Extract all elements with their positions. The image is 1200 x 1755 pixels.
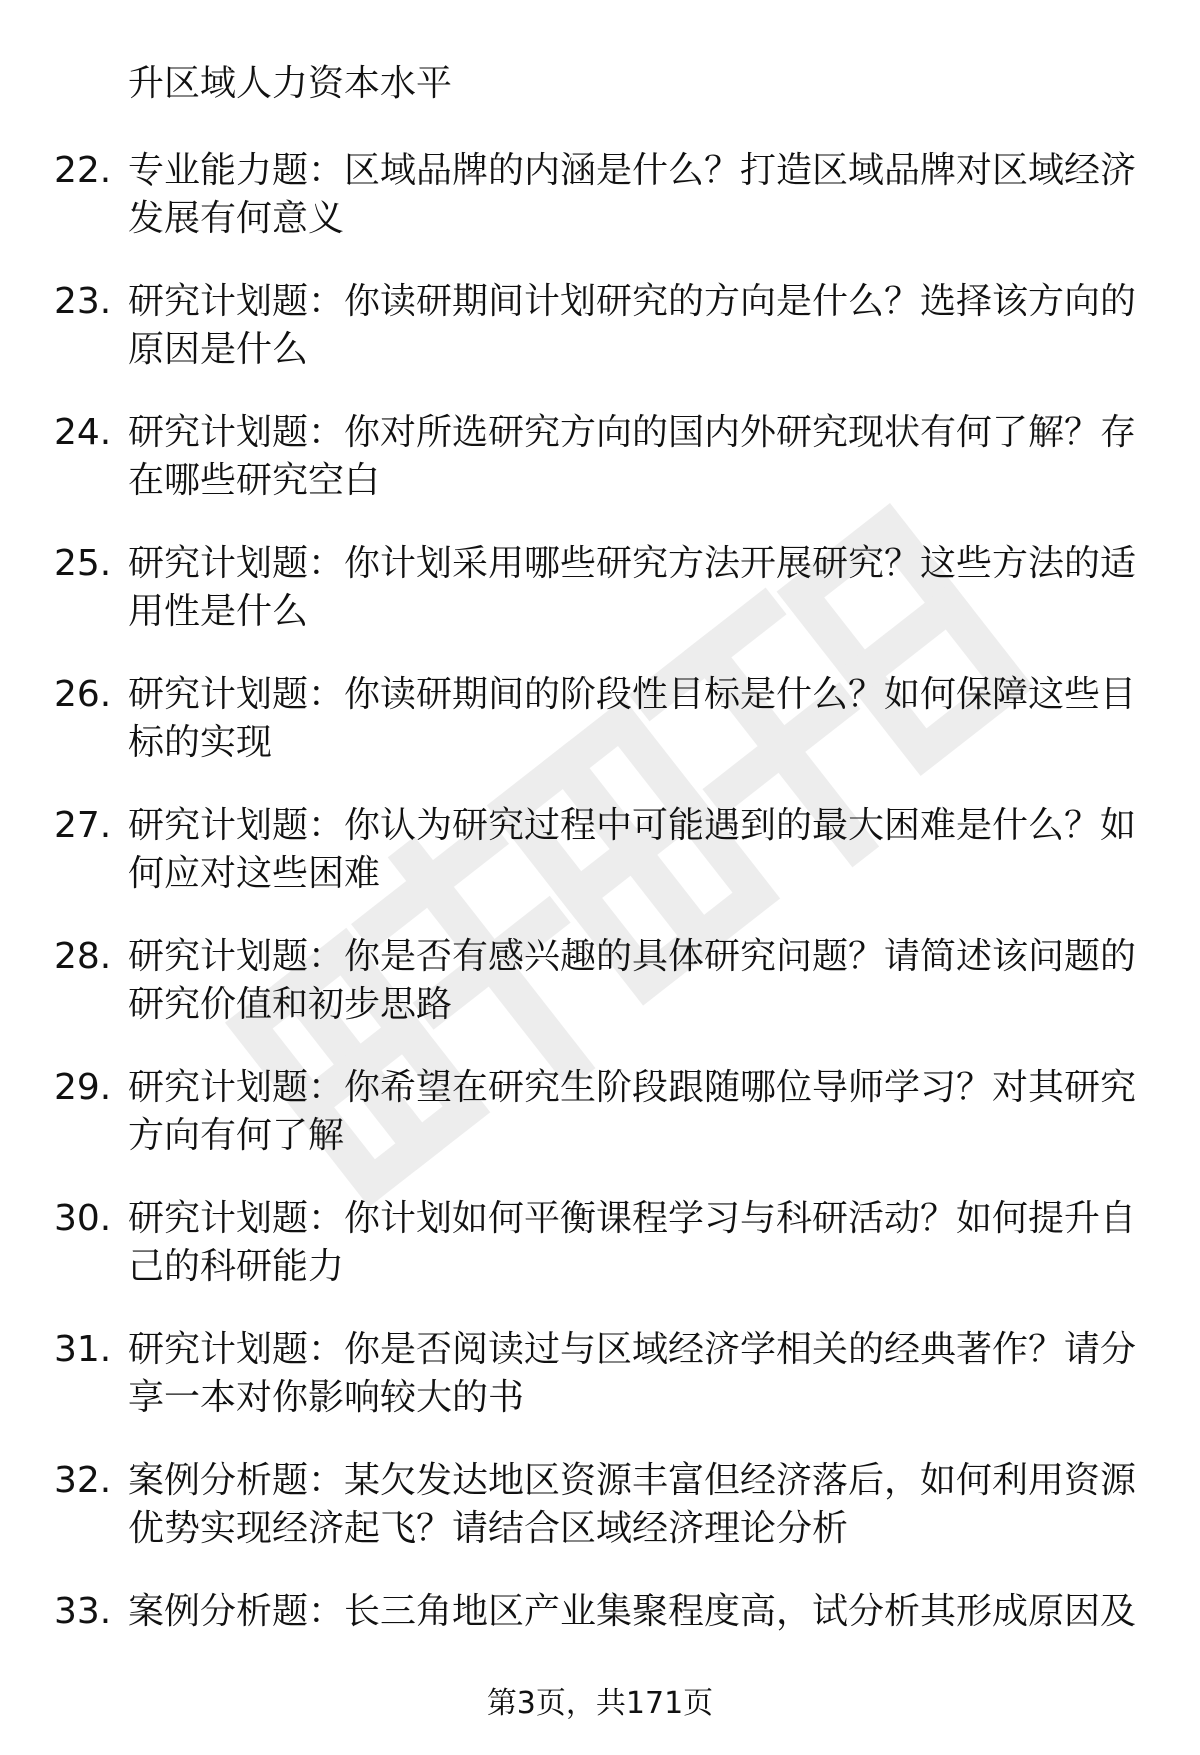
question-text: 研究计划题：你计划如何平衡课程学习与科研活动？如何提升自己的科研能力: [128, 1198, 1137, 1287]
question-number: 29.: [54, 1067, 112, 1108]
list-item: [0, 1326, 1200, 1457]
list-item: [0, 1457, 1200, 1588]
question-list: [0, 147, 1200, 1719]
continuation-text: 升区域人力资本水平: [128, 63, 453, 104]
question-number: 24.: [54, 412, 112, 453]
page-footer: 第3页，共171页: [486, 1686, 714, 1721]
question-text: 研究计划题：你认为研究过程中可能遇到的最大困难是什么？如何应对这些困难: [128, 805, 1137, 894]
list-item: [0, 409, 1200, 540]
list-item: [0, 1195, 1200, 1326]
question-text: 研究计划题：你读研期间的阶段性目标是什么？如何保障这些目标的实现: [128, 674, 1137, 763]
question-number: 22.: [54, 150, 112, 191]
question-text: 案例分析题：某欠发达地区资源丰富但经济落后，如何利用资源优势实现经济起飞？请结合区域经济理论分析: [128, 1460, 1137, 1549]
list-item: [0, 540, 1200, 671]
question-text: 专业能力题：区域品牌的内涵是什么？打造区域品牌对区域经济发展有何意义: [128, 150, 1137, 239]
list-item: [0, 802, 1200, 933]
question-text: 研究计划题：你是否阅读过与区域经济学相关的经典著作？请分享一本对你影响较大的书: [128, 1329, 1137, 1418]
question-number: 28.: [54, 936, 112, 977]
question-number: 25.: [54, 543, 112, 584]
question-number: 27.: [54, 805, 112, 846]
question-number: 33.: [54, 1591, 112, 1632]
list-item: [0, 671, 1200, 802]
question-text: 研究计划题：你读研期间计划研究的方向是什么？选择该方向的原因是什么: [128, 281, 1137, 370]
question-text: 研究计划题：你计划采用哪些研究方法开展研究？这些方法的适用性是什么: [128, 543, 1137, 632]
list-item: [0, 278, 1200, 409]
question-text: 研究计划题：你是否有感兴趣的具体研究问题？请简述该问题的研究价值和初步思路: [128, 936, 1137, 1025]
question-text: 研究计划题：你希望在研究生阶段跟随哪位导师学习？对其研究方向有何了解: [128, 1067, 1137, 1156]
list-item: [0, 933, 1200, 1064]
question-number: 30.: [54, 1198, 112, 1239]
list-item: [0, 1064, 1200, 1195]
question-text: 案例分析题：长三角地区产业集聚程度高，试分析其形成原因及: [128, 1591, 1137, 1632]
question-number: 26.: [54, 674, 112, 715]
question-text: 研究计划题：你对所选研究方向的国内外研究现状有何了解？存在哪些研究空白: [128, 412, 1137, 501]
list-item: [0, 147, 1200, 278]
question-number: 31.: [54, 1329, 112, 1370]
question-number: 23.: [54, 281, 112, 322]
question-number: 32.: [54, 1460, 112, 1501]
